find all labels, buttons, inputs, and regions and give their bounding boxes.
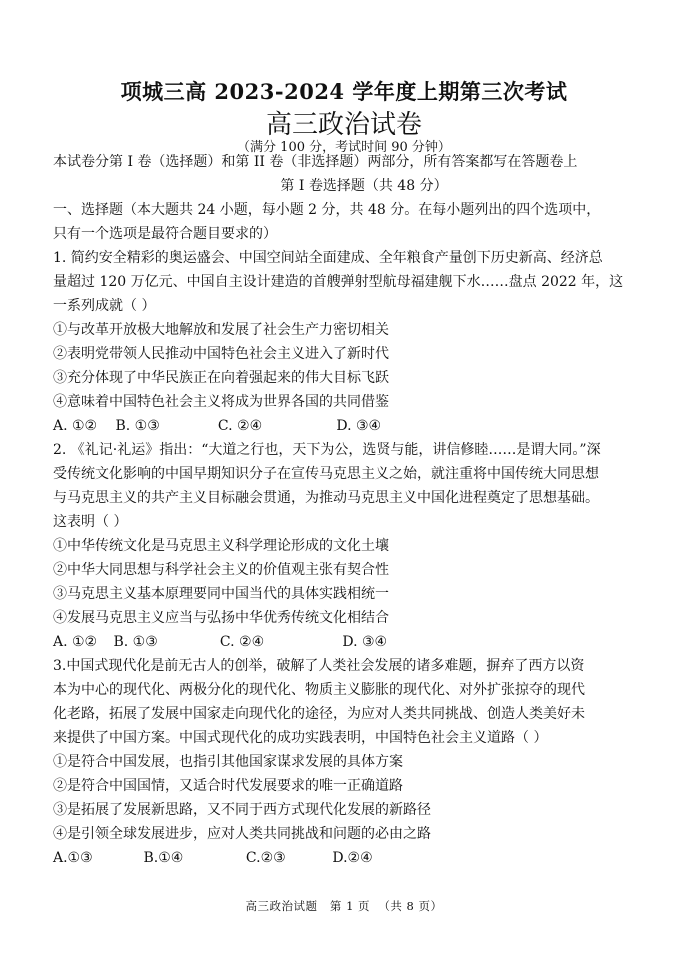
question-2-stem-line: 这表明（ ） <box>53 514 128 530</box>
question-2-statement-2: ②中华大同思想与科学社会主义的价值观主张有契合性 <box>53 562 389 578</box>
option-b[interactable]: B. ①③ <box>115 418 160 434</box>
question-3-statement-2: ②是符合中国国情，又适合时代发展要求的唯一正确道路 <box>53 778 403 794</box>
option-d[interactable]: D. ③④ <box>342 634 388 650</box>
option-c[interactable]: C.②③ <box>245 850 286 866</box>
option-c[interactable]: C. ②④ <box>217 418 263 434</box>
question-2-stem-line: 与马克思主义的共产主义目标融会贯通，为推动马克思主义中国化进程奠定了思想基础。 <box>53 490 599 506</box>
exam-title: 项城三高 2023-2024 学年度上期第三次考试 <box>120 79 568 104</box>
question-2-stem-line: 受传统文化影响的中国早期知识分子在宣传马克思主义之始，就注重将中国传统大同思想 <box>53 466 599 482</box>
question-3-stem-line: 3.中国式现代化是前无古人的创举，破解了人类社会发展的诸多难题，摒弃了西方以资 <box>53 658 585 674</box>
question-1-statement-1: ①与改革开放极大地解放和发展了社会生产力密切相关 <box>53 322 389 338</box>
instructions-line-1: 一、选择题（本大题共 24 小题，每小题 2 分，共 48 分。在每小题列出的四个选项中， <box>53 202 601 218</box>
question-1-stem-line: 一系列成就（ ） <box>53 298 156 314</box>
question-1-stem-line: 量超过 120 万亿元、中国自主设计建造的首艘弹射型航母福建舰下水……盘点 2022 年，这 <box>53 274 624 290</box>
option-a[interactable]: A. ①② <box>53 634 98 650</box>
option-a[interactable]: A. ①② <box>53 418 98 434</box>
page-footer: 高三政治试题 第 1 页 （共 8 页） <box>245 899 443 913</box>
question-2-statement-1: ①中华传统文化是马克思主义科学理论形成的文化土壤 <box>53 538 389 554</box>
question-3-statement-3: ③是拓展了发展新思路，又不同于西方式现代化发展的新路径 <box>53 802 431 818</box>
subject-title: 高三政治试卷 <box>265 110 422 140</box>
question-1 <box>53 246 664 438</box>
instructions-line-2: 只有一个选项是最符合题目要求的） <box>53 226 277 242</box>
exam-body <box>53 150 664 870</box>
option-b[interactable]: B. ①③ <box>113 634 158 650</box>
question-1-statement-2: ②表明党带领人民推动中国特色社会主义进入了新时代 <box>53 346 389 362</box>
question-1-options <box>53 414 664 438</box>
intro-text: 本试卷分第 I 卷（选择题）和第 II 卷（非选择题）两部分，所有答案都写在答题卷上 <box>53 154 578 170</box>
question-3-statement-4: ④是引领全球发展进步，应对人类共同挑战和问题的必由之路 <box>53 826 431 842</box>
option-d[interactable]: D. ③④ <box>336 418 382 434</box>
option-a[interactable]: A.①③ <box>53 850 93 866</box>
question-3-statement-1: ①是符合中国发展，也指引其他国家谋求发展的具体方案 <box>53 754 403 770</box>
question-2-stem-line: 2. 《礼记·礼运》指出：“大道之行也，天下为公，选贤与能，讲信修睦……是谓大同。”深 <box>53 442 601 458</box>
question-1-statement-4: ④意味着中国特色社会主义将成为世界各国的共同借鉴 <box>53 394 389 410</box>
question-3-stem-line: 本为中心的现代化、两极分化的现代化、物质主义膨胀的现代化、对外扩张掠夺的现代 <box>53 682 585 698</box>
question-2-options <box>53 630 664 654</box>
score-info: （满分 100 分，考试时间 90 分钟） <box>237 140 451 155</box>
section-title: 第 I 卷选择题（共 48 分） <box>280 178 448 194</box>
question-3-options <box>53 846 664 870</box>
question-1-stem-line: 1. 简约安全精彩的奥运盛会、中国空间站全面建成、全年粮食产量创下历史新高、经济总 <box>53 250 603 266</box>
question-2-statement-4: ④发展马克思主义应当与弘扬中华优秀传统文化相结合 <box>53 610 389 626</box>
question-1-statement-3: ③充分体现了中华民族正在向着强起来的伟大目标飞跃 <box>53 370 389 386</box>
question-3-stem-line: 化老路，拓展了发展中国家走向现代化的途径，为应对人类共同挑战、创造人类美好未 <box>53 706 585 722</box>
question-3-stem-line: 来提供了中国方案。中国式现代化的成功实践表明，中国特色社会主义道路（ ） <box>53 730 548 746</box>
question-3 <box>53 654 664 870</box>
question-2-statement-3: ③马克思主义基本原理要同中国当代的具体实践相统一 <box>53 586 389 602</box>
question-2 <box>53 438 664 654</box>
option-b[interactable]: B.①④ <box>143 850 184 866</box>
option-d[interactable]: D.②④ <box>332 850 373 866</box>
option-c[interactable]: C. ②④ <box>219 634 265 650</box>
